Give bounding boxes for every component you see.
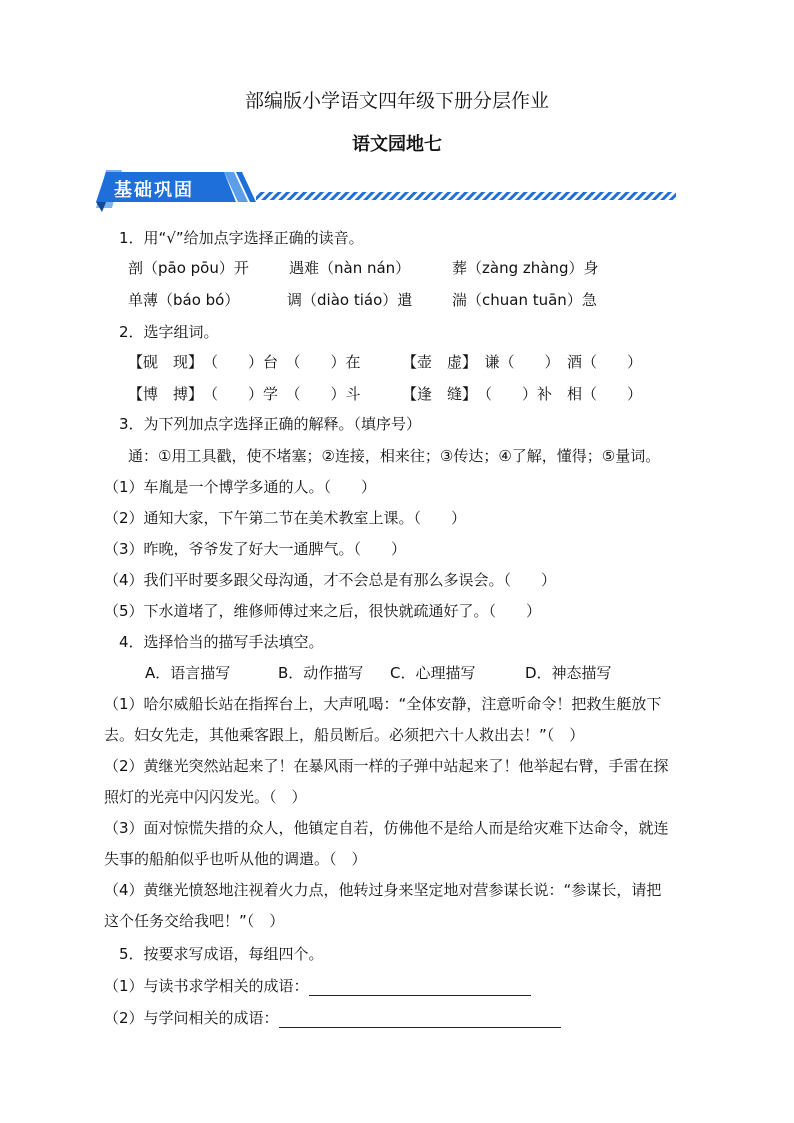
- q5-item-label: （2）与学问相关的成语：: [104, 1009, 279, 1027]
- q4-line: （4）黄继光愤怒地注视着火力点，他转过身来坚定地对营参谋长说：“参谋长，请把: [104, 881, 662, 899]
- q4-option: A．语言描写: [145, 664, 231, 682]
- q1-item: 葬（zàng zhàng）身: [452, 259, 599, 277]
- q3-item: （2）通知大家，下午第二节在美术教室上课。（ ）: [104, 509, 467, 527]
- q4-line: 去。妇女先走，其他乘客跟上，船员断后。必须把六十人救出去！”（ ）: [104, 726, 585, 744]
- answer-blank[interactable]: [309, 979, 531, 996]
- q4-line: 这个任务交给我吧！”（ ）: [104, 912, 285, 930]
- q2-row: 【壶 虚】 谦（ ） 酒（ ）: [402, 353, 643, 371]
- q3-definition: 通：①用工具戳，使不堵塞；②连接，相来往；③传达；④了解，懂得；⑤量词。: [128, 447, 661, 465]
- q5-item: [104, 1008, 561, 1028]
- q4-option: B．动作描写: [278, 664, 364, 682]
- q4-line: 照灯的光亮中闪闪发光。（ ）: [104, 788, 307, 806]
- q2-row: 【博 搏】 （ ）学 （ ）斗: [128, 385, 361, 403]
- q3-item: （3）昨晚，爷爷发了好大一通脾气。（ ）: [104, 540, 407, 558]
- q1-item: 调（diào tiáo）遣: [287, 291, 413, 309]
- document-subtitle: 语文园地七: [352, 134, 442, 155]
- q4-option: C．心理描写: [390, 664, 476, 682]
- q1-item: 单薄（báo bó）: [128, 291, 240, 309]
- q3-item: （1）车胤是一个博学多通的人。（ ）: [104, 478, 377, 496]
- q4-option: D．神态描写: [525, 664, 612, 682]
- q5-item-label: （1）与读书求学相关的成语：: [104, 977, 309, 995]
- answer-blank[interactable]: [279, 1011, 561, 1028]
- section-banner: [96, 170, 676, 212]
- q4-prompt: 4．选择恰当的描写手法填空。: [119, 633, 324, 651]
- q1-item: 遇难（nàn nán）: [289, 259, 411, 277]
- q4-line: （1）哈尔威船长站在指挥台上，大声吼喝：“全体安静，注意听命令！把救生艇放下: [104, 695, 662, 713]
- q4-line: （3）面对惊慌失措的众人，他镇定自若，仿佛他不是给人而是给灾难下达命令，就连: [104, 819, 669, 837]
- q4-line: 失事的船舶似乎也听从他的调遣。（ ）: [104, 850, 367, 868]
- q2-prompt: 2．选字组词。: [119, 323, 219, 341]
- q5-item: [104, 976, 531, 996]
- q2-row: 【逢 缝】 （ ）补 相（ ）: [402, 385, 643, 403]
- q3-item: （4）我们平时要多跟父母沟通，才不会总是有那么多误会。（ ）: [104, 571, 557, 589]
- q4-line: （2）黄继光突然站起来了！在暴风雨一样的子弹中站起来了！他举起右臂，手雷在探: [104, 757, 669, 775]
- document-title: 部编版小学语文四年级下册分层作业: [244, 90, 549, 112]
- q2-row: 【砚 现】 （ ）台 （ ）在: [128, 353, 361, 371]
- q1-prompt: 1．用“√”给加点字选择正确的读音。: [119, 229, 364, 247]
- q5-prompt: 5．按要求写成语，每组四个。: [119, 945, 324, 963]
- q3-item: （5）下水道堵了，维修师傅过来之后，很快就疏通好了。（ ）: [104, 602, 542, 620]
- q1-item: 湍（chuan tuān）急: [452, 291, 597, 309]
- q1-item: 剖（pāo pōu）开: [128, 259, 249, 277]
- section-label: 基础巩固: [114, 180, 194, 201]
- q3-prompt: 3．为下列加点字选择正确的解释。（填序号）: [119, 415, 422, 433]
